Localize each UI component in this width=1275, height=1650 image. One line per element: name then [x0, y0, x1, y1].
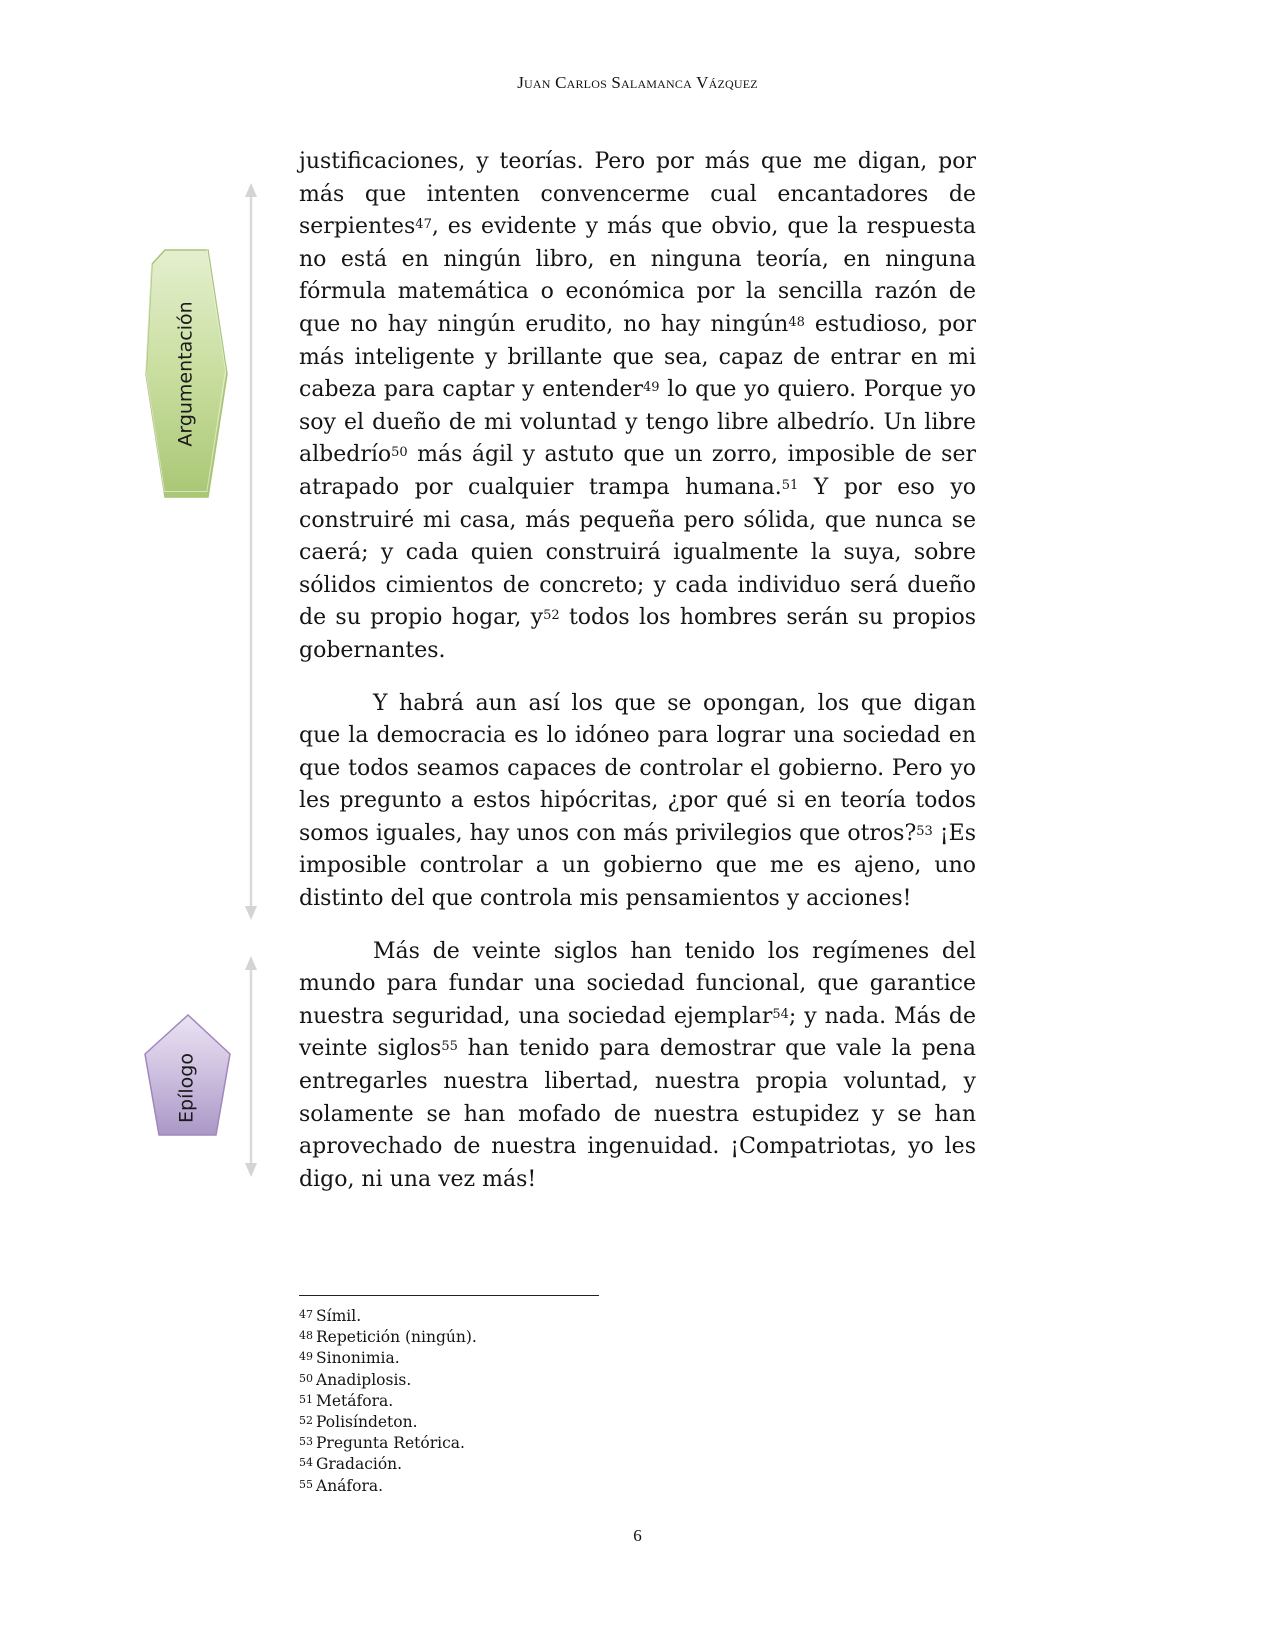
footnote-ref-55: 55 — [441, 1039, 458, 1055]
epilogo-shape — [145, 1015, 230, 1135]
footnote-ref-47: 47 — [415, 217, 432, 233]
epilogo-label: Epílogo — [175, 1053, 198, 1123]
argumentacion-arrow — [245, 183, 257, 920]
footnote-item: 47 Símil. — [299, 1307, 362, 1325]
footnote-item: 50 Anadiplosis. — [299, 1370, 412, 1389]
footnote-ref-51: 51 — [781, 477, 799, 493]
footnote-item: 48 Repetición (ningún). — [299, 1328, 477, 1347]
footnote-ref-54: 54 — [772, 1006, 789, 1022]
footnote-item: 55 Anáfora. — [299, 1476, 384, 1495]
paragraph-2: Y habrá aun así los que se opongan, los que digan que la democracia es lo idóneo para lograr una sociedad en que todos seamos capaces de controlar el gobierno. Pero yo les pregunto a estos hipócritas, ¿por qué si en teoría todos somos iguales, hay unos con más privilegios que otros?$^{53}$ ¡Es imposible controlar a un gobierno que me es ajeno, uno distinto del que controla mis pensamientos y acciones! — [299, 690, 976, 912]
page-number: 6 — [633, 1526, 642, 1545]
footnote-ref-48: 48 — [788, 314, 805, 330]
footnote-ref-52: 52 — [543, 608, 560, 624]
footnote-ref-50: 50 — [391, 445, 408, 461]
epilogo-arrow — [245, 956, 257, 1177]
paragraph-3: Más de veinte siglos han tenido los regímenes del mundo para fundar una sociedad funcional, que garantice nuestra seguridad, una sociedad ejemplar$^{54}$; y nada. Más de veinte siglos$^{55}$ han tenido para demostrar que vale la pena entregarles nuestra libertad, nuestra propia voluntad, y solamente se han mofado de nuestra estupidez y se han aprovechado de nuestra ingenuidad. ¡Compatriotas, yo les digo, ni una vez más! — [299, 938, 977, 1192]
footnote-item: 53 Pregunta Retórica. — [299, 1434, 465, 1453]
footnote-separator — [299, 1295, 599, 1296]
structure-diagram — [0, 0, 300, 1650]
main-text — [299, 146, 976, 1216]
paragraph-1: justificaciones, y teorías. Pero por más que me digan, por más que intenten convencerme cual encantadores de serpientes$^{47}$, es evidente y más que obvio, que la respuesta no está en ningún libro, en ninguna teoría, en ninguna fórmula matemática o económica por la sencilla razón de que no hay ningún erudito, no hay ningún$^{48}$ estudioso, por más inteligente y brillante que sea, capaz de entrar en mi cabeza para captar y entender$^{49}$ lo que yo quiero. Porque yo soy el dueño de mi voluntad y tengo libre albedrío. Un libre albedrío$^{50}$ más ágil y astuto que un zorro, imposible de ser atrapado por cualquier trampa humana.$^{51}$ Y por eso yo construiré mi casa, más pequeña pero sólida, que nunca se caerá; y cada quien construirá igualmente la suya, sobre sólidos cimientos de concreto; y cada individuo será dueño de su propio hogar, y$^{52}$ todos los hombres serán su propios gobernantes. — [299, 149, 977, 663]
footnote-ref-53: 53 — [916, 823, 933, 839]
argumentacion-shape — [146, 248, 227, 497]
footnote-ref-49: 49 — [642, 380, 660, 396]
footnote-item: 49 Sinonimia. — [299, 1349, 400, 1368]
footnote-item: 54 Gradación. — [299, 1455, 403, 1474]
footnotes — [299, 1306, 899, 1497]
argumentacion-label: Argumentación — [174, 301, 197, 447]
footnote-item: 51 Metáfora. — [299, 1391, 394, 1410]
footnote-item: 52 Polisíndeton. — [299, 1413, 418, 1432]
running-header: Juan Carlos Salamanca Vázquez — [517, 73, 758, 92]
